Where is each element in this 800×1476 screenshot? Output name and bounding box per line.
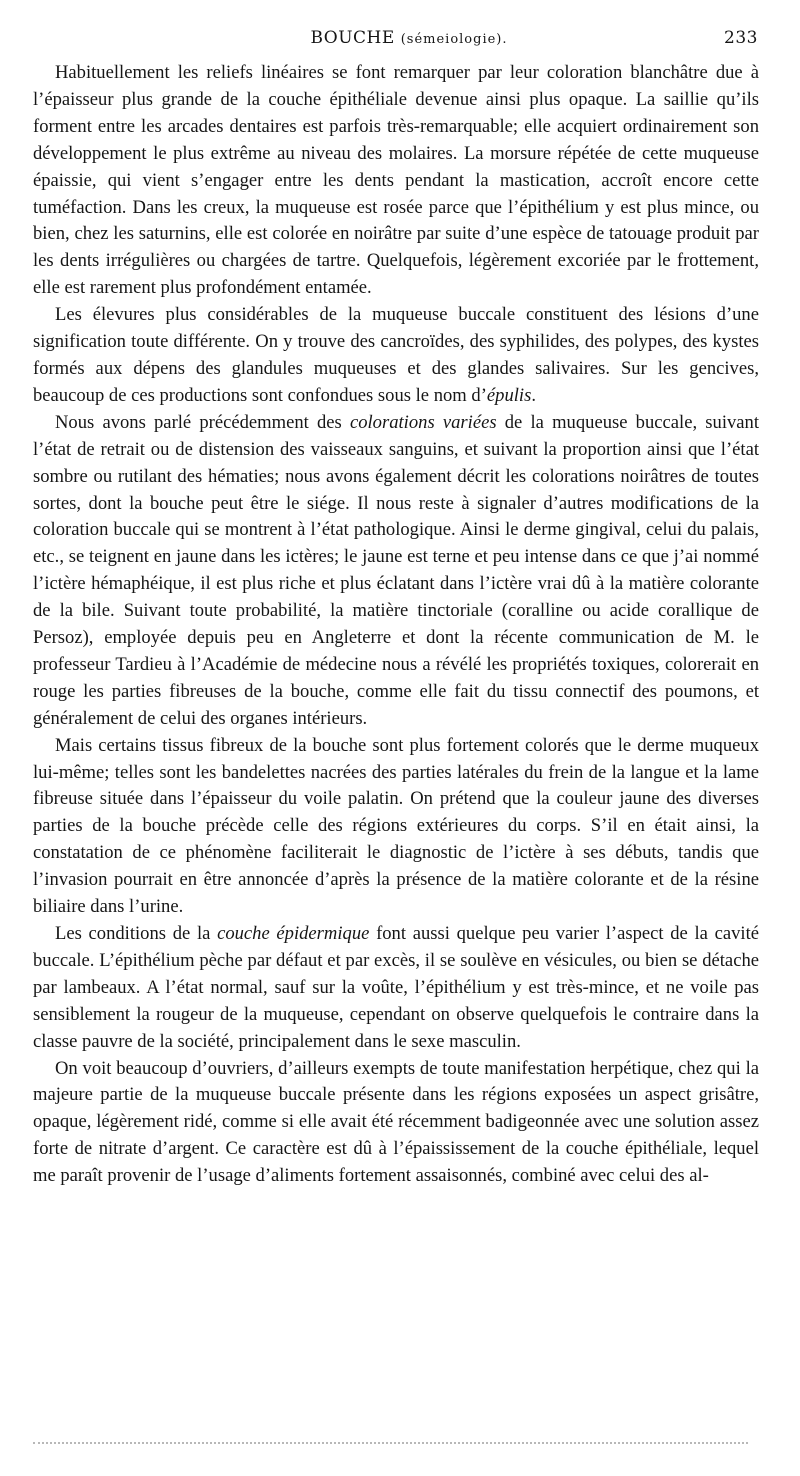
page-header-title [60,28,758,48]
main-text-body [33,60,759,1190]
italic-term: épulis [486,384,532,406]
text-segment: Les conditions de la [55,923,218,944]
running-header [60,28,758,52]
paragraph [33,410,759,733]
text-segment: Nous avons parlé précédemment des [55,411,350,433]
italic-term: colorations variées [349,411,497,433]
paragraph [33,302,759,410]
header-subtitle: (sémeiologie). [400,32,508,47]
text-segment: Mais certains tissus fibreux de la bouche sont plus fortement colorés que le derme muqueux lui-même; telles sont les bandelettes nacrées des parties latérales du frein de la langue et la lame fibreuse située dans l’épaisseur du voile palatin. On prétend que la couleur jaune des diverses parties de la bouche précède celle des régions extérieures du corps. S’il en était ainsi, la constatation de ce phénomène faciliterait le diagnostic de l’ictère à ses débuts, tandis que l’invasion pourrait en être annoncée d’après la présence de la matière colorante et de la résine biliaire dans l’urine. [33,734,759,918]
text-segment: On voit beaucoup d’ouvriers, d’ailleurs exempts de toute manifestation herpétique, chez qui la majeure partie de la muqueuse buccale présente dans les régions exposées un aspect grisâtre, opaque, légèrement ridé, comme si elle avait été récemment badigeonnée avec une solution assez forte de nitrate d’argent. Ce caractère est dû à l’épaississement de la couche épithéliale, lequel me paraît provenir de l’usage d’aliments fortement assaisonnés, combiné avec celui des al- [33,1057,759,1187]
bottom-divider [33,1442,748,1444]
text-segment: font aussi quelque peu varier l’aspect de la cavité buccale. L’épithélium pèche par défaut et par excès, il se soulève en vésicules, ou bien se détache par lambeaux. A l’état normal, sauf sur la voûte, l’épithélium y est très-mince, et ne voile pas sensiblement la rougeur de la muqueuse, cependant on observe quelquefois le contraire dans la classe pauvre de la société, principalement dans le sexe masculin. [33,923,759,1052]
italic-term: couche épidermique [217,923,370,944]
paragraph [33,1056,759,1191]
text-segment: Les élevures plus considérables de la muqueuse buccale constituent des lésions d’une signification toute différente. On y trouve des cancroïdes, des syphilides, des polypes, des kystes formés aux dépens des glandules muqueuses et des glandes salivaires. Sur les gencives, beaucoup de ces productions sont confondues sous le nom d’ [33,304,759,406]
paragraph [33,921,759,1056]
text-segment: Habituellement les reliefs linéaires se font remarquer par leur coloration blanchâtre due à l’épaisseur plus grande de la couche épithéliale devenue ainsi plus opaque. La saillie qu’ils forment entre les arcades dentaires est parfois très-remarquable; elle acquiert ordinairement son développement le plus extrême au niveau des molaires. La morsure répétée de cette muqueuse épaissie, qui vient s’engager entre les dents pendant la mastication, accroît encore cette tuméfaction. Dans les creux, la muqueuse est rosée parce que l’épithélium y est plus mince, ou bien, chez les saturnins, elle est colorée en noirâtre par suite d’une espèce de tatouage produit par les dents irrégulières ou chargées de tartre. Quelquefois, légèrement excoriée par le frottement, elle est rarement plus profondément entamée. [33,62,759,299]
page-number: 233 [724,28,758,48]
text-segment: de la muqueuse buccale, suivant l’état de retrait ou de distension des vaisseaux sanguins, et suivant la proportion ainsi que l’état sombre ou rutilant des hématies; nous avons également décrit les colorations noirâtres de toutes sortes, dont la bouche peut être le siége. Il nous reste à signaler d’autres modifications de la coloration buccale qui se montrent à l’état pathologique. Ainsi le derme gingival, celui du palais, etc., se teignent en jaune dans les ictères; le jaune est terne et peu intense dans ce que j’ai nommé l’ictère hémaphéique, il est plus riche et plus éclatant dans l’ictère vrai dû à la matière colorante de la bile. Suivant toute probabilité, la matière tinctoriale (coralline ou acide corallique de Persoz), employée depuis peu en Angleterre et dont la récente communication de M. le professeur Tardieu à l’Académie de médecine nous a révélé les propriétés toxiques, colorerait en rouge les parties fibreuses de la bouche, comme elle fait du tissu connectif des poumons, et généralement de celui des organes intérieurs. [33,411,759,729]
text-segment: . [531,384,536,406]
paragraph [33,60,759,302]
header-title-text: BOUCHE [310,28,395,48]
paragraph [33,733,759,921]
